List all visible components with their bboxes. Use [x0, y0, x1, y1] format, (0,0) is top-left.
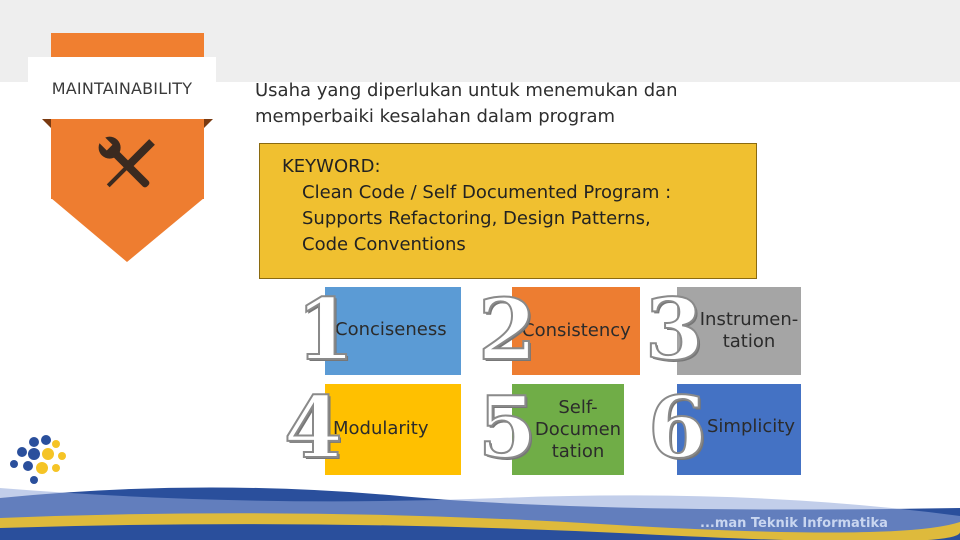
- item-label-5: Self- Documen tation: [534, 396, 622, 462]
- badge-label: MAINTAINABILITY: [28, 57, 216, 119]
- keyword-title: KEYWORD:: [282, 156, 381, 177]
- item-number-5: 5: [478, 378, 537, 477]
- item-number-4: 4: [284, 378, 343, 477]
- description-line-2: memperbaiki kesalahan dalam program: [255, 106, 616, 127]
- badge-fold-left: [42, 119, 51, 128]
- keyword-line-1: Clean Code / Self Documented Program :: [302, 182, 672, 203]
- keyword-line-3: Code Conventions: [302, 234, 466, 255]
- badge-fold-right: [204, 119, 213, 128]
- description-line-1: Usaha yang diperlukan untuk menemukan dan: [255, 80, 678, 101]
- keyword-box: [259, 143, 757, 279]
- badge-top-strip: [51, 33, 204, 59]
- item-label-3: Instrumen- tation: [699, 309, 799, 352]
- item-number-3: 3: [645, 280, 704, 379]
- item-label-4: Modularity: [333, 418, 429, 439]
- footer-text: ...man Teknik Informatika: [700, 516, 888, 531]
- item-number-1: 1: [296, 280, 355, 379]
- description-text: [255, 78, 755, 130]
- item-label-6: Simplicity: [707, 416, 795, 437]
- item-label-1: Conciseness: [335, 319, 447, 340]
- item-number-2: 2: [478, 280, 537, 379]
- item-tile-4: [325, 384, 461, 475]
- item-number-6: 6: [648, 378, 707, 477]
- badge-tip: [51, 198, 204, 262]
- tools-icon: [90, 128, 166, 204]
- item-label-2: Consistency: [522, 320, 631, 341]
- keyword-line-2: Supports Refactoring, Design Patterns,: [302, 208, 651, 229]
